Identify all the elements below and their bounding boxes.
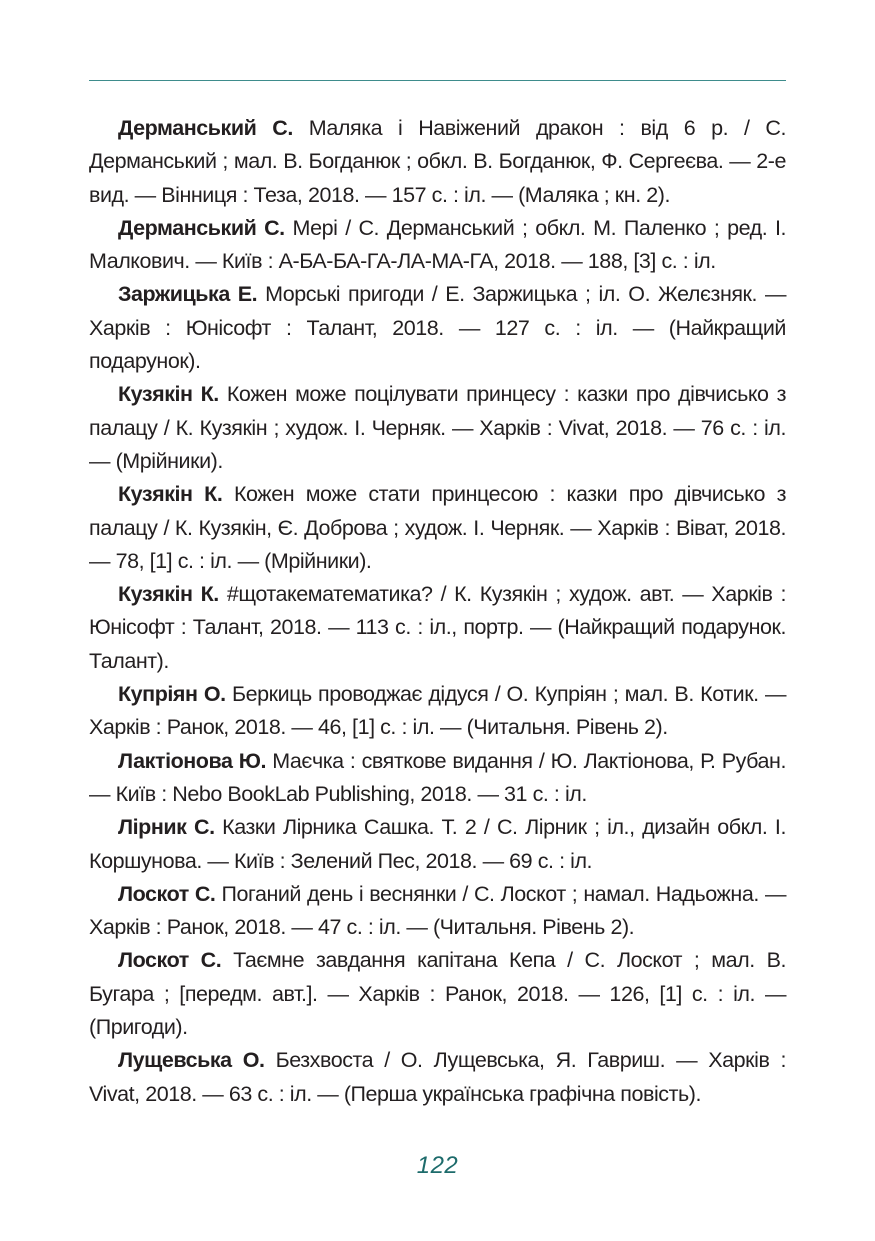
- bibliography-entry: [89, 112, 786, 212]
- entry-author: Заржицька Е.: [118, 282, 258, 307]
- entry-text: Мері / С. Дерманський ; обкл. М. Паленко ; ред. І. Малкович. — Київ : А-БА-БА-ГА-ЛА-МА-ГА, 2018. — 188, [3] с. : іл.: [89, 215, 786, 274]
- bibliography-entry: [89, 212, 786, 279]
- bibliography-entry: [89, 878, 786, 945]
- entry-text: Казки Лірника Сашка. Т. 2 / С. Лірник ; іл., дизайн обкл. І. Коршунова. — Київ : Зелений Пес, 2018. — 69 с. : іл.: [89, 815, 786, 873]
- entry-text: Безхвоста / О. Лущевська, Я. Гавриш. — Харків : Vivat, 2018. — 63 с. : іл. — (Перша українська графічна повість).: [89, 1048, 786, 1106]
- entry-author: Кузякін К.: [118, 382, 219, 407]
- entry-text: Морські пригоди / Е. Заржицька ; іл. О. Желєзняк. — Харків : Юнісофт : Талант, 2018. — 127 с. : іл. — (Найкращий подарунок).: [89, 282, 786, 374]
- entry-author: Дерманський С.: [118, 116, 293, 140]
- bibliography-entry: [89, 745, 786, 812]
- page-number: 122: [416, 1152, 459, 1179]
- entry-text: Маляка і Навіжений дракон : від 6 р. / С. Дерманський ; мал. В. Богданюк ; обкл. В. Богданюк, Ф. Сергеєва. — 2-е вид. — Вінниця : Теза, 2018. — 157 с. : іл. — (Маляка ; кн. 2).: [89, 116, 786, 207]
- entry-author: Кузякін К.: [118, 582, 219, 607]
- bibliography-entry: [89, 678, 786, 745]
- bibliography-entry: [89, 478, 786, 578]
- bibliography-entry: [89, 578, 786, 678]
- entry-text: Маєчка : святкове видання / Ю. Лактіонова, Р. Рубан. — Київ : Nebo BookLab Publishing, 2018. — 31 с. : іл.: [89, 748, 786, 806]
- entry-text: Кожен може поцілувати принцесу : казки про дівчисько з палацу / К. Кузякін ; худож. І. Черняк. — Харків : Vivat, 2018. — 76 с. : іл. — (Мрійники).: [89, 382, 786, 473]
- bibliography-entry: [89, 378, 786, 478]
- bibliography-entry: [89, 944, 786, 1044]
- header-rule: [89, 80, 786, 81]
- entry-text: Поганий день і веснянки / С. Лоскот ; намал. Надьожна. — Харків : Ранок, 2018. — 47 с. : іл. — (Читальня. Рівень 2).: [89, 881, 786, 940]
- entry-text: #щотакематематика? / К. Кузякін ; худож. авт. — Харків : Юнісофт : Талант, 2018. — 113 с. : іл., портр. — (Найкращий подарунок. Талант).: [89, 582, 786, 673]
- entry-author: Лактіонова Ю.: [118, 748, 266, 773]
- entry-author: Кузякін К.: [118, 482, 223, 507]
- entry-author: Дерманський С.: [118, 215, 285, 240]
- entry-author: Купріян О.: [118, 682, 226, 707]
- entry-author: Лоскот С.: [118, 948, 222, 973]
- bibliography-list: [89, 112, 786, 1111]
- entry-author: Лірник С.: [118, 815, 215, 840]
- bibliography-entry: [89, 811, 786, 878]
- entry-author: Лоскот С.: [118, 881, 216, 906]
- entry-text: Кожен може стати принцесою : казки про дівчисько з палацу / К. Кузякін, Є. Доброва ; худож. І. Черняк. — Харків : Віват, 2018. — 78, [1] с. : іл. — (Мрійники).: [89, 482, 786, 573]
- bibliography-entry: [89, 1044, 786, 1111]
- entry-author: Лущевська О.: [118, 1048, 265, 1073]
- bibliography-entry: [89, 278, 786, 378]
- entry-text: Таємне завдання капітана Кепа / С. Лоскот ; мал. В. Бугара ; [передм. авт.]. — Харків : Ранок, 2018. — 126, [1] с. : іл. — (Пригоди).: [89, 948, 786, 1040]
- entry-text: Беркиць проводжає дідуся / О. Купріян ; мал. В. Котик. — Харків : Ранок, 2018. — 46, [1] с. : іл. — (Читальня. Рівень 2).: [89, 682, 787, 740]
